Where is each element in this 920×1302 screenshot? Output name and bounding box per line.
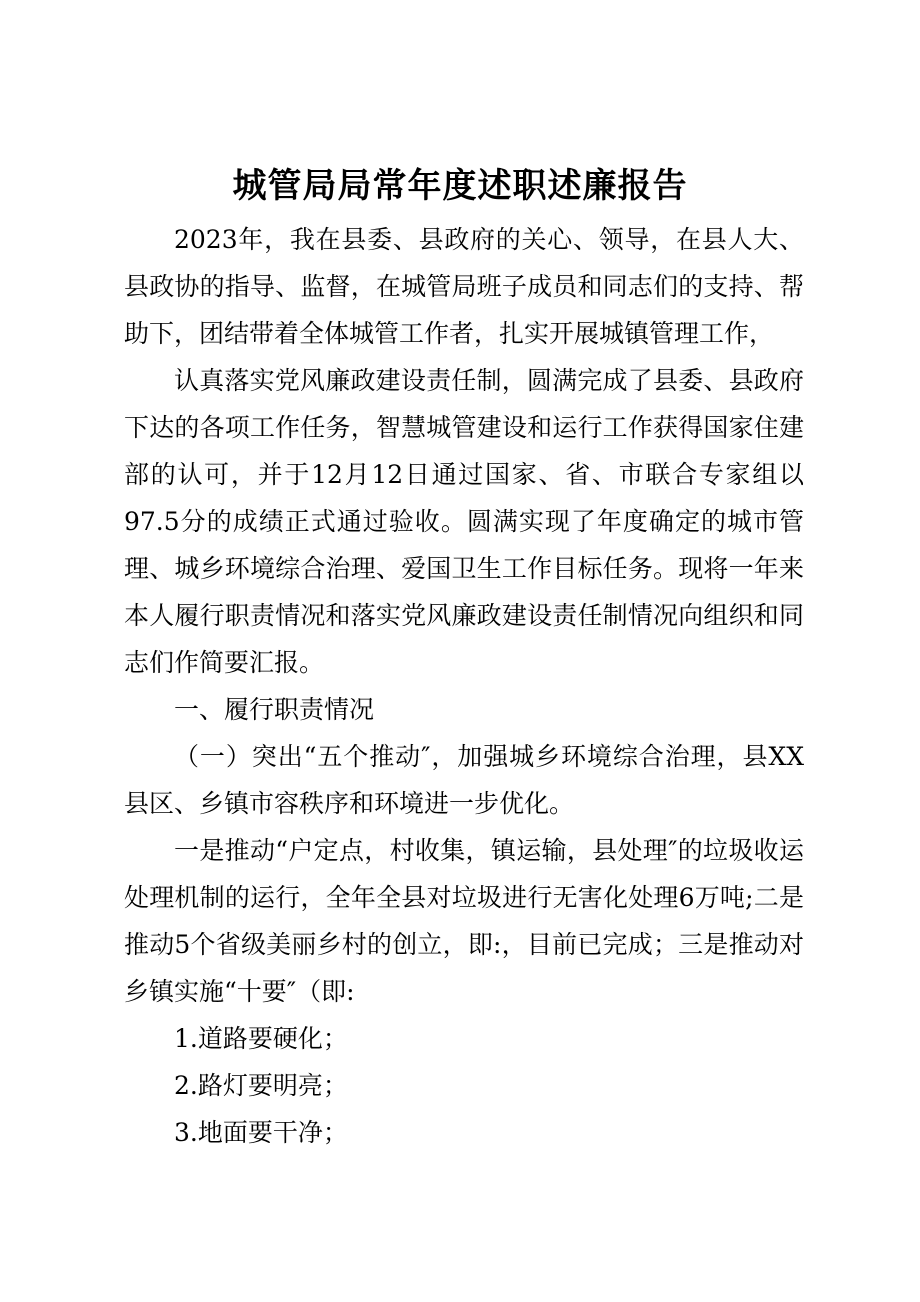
section-heading: 一、履行职责情况 xyxy=(174,695,375,724)
list-item: 3.地面要干净； xyxy=(174,1118,348,1147)
list-item: 1.道路要硬化； xyxy=(174,1024,348,1053)
paragraph-summary: 认真落实党风廉政建设责任制，圆满完成了县委、县政府下达的各项工作任务，智慧城管建设和运行工作获得国家住建部的认可，并于12月12日通过国家、省、市联合专家组以97.5分的成绩正式通过验收。圆满实现了年度确定的城市管理、城乡环境综合治理、爱国卫生工作目标任务。现将一年来本人履行职责情况和落实党风廉政建设责任制情况向组织和同志们作简要汇报。 xyxy=(124,366,804,677)
document-title: 城管局局常年度述职述廉报告 xyxy=(232,166,688,206)
subsection-heading: （一）突出“五个推动″，加强城乡环境综合治理，县XX县区、乡镇市容秩序和环境进一步优化。 xyxy=(124,742,804,818)
paragraph-measures: 一是推动“户定点，村收集，镇运输，县处理″的垃圾收运处理机制的运行，全年全县对垃圾进行无害化处理6万吨;二是推动5个省级美丽乡村的创立，即:，目前已完成；三是推动对乡镇实施“十要″（即: xyxy=(124,836,804,1006)
document-body xyxy=(124,216,804,1156)
paragraph-intro: 2023年，我在县委、县政府的关心、领导，在县人大、县政协的指导、监督，在城管局班子成员和同志们的支持、帮助下，团结带着全体城管工作者，扎实开展城镇管理工作， xyxy=(124,225,804,348)
list-item: 2.路灯要明亮； xyxy=(174,1071,348,1100)
